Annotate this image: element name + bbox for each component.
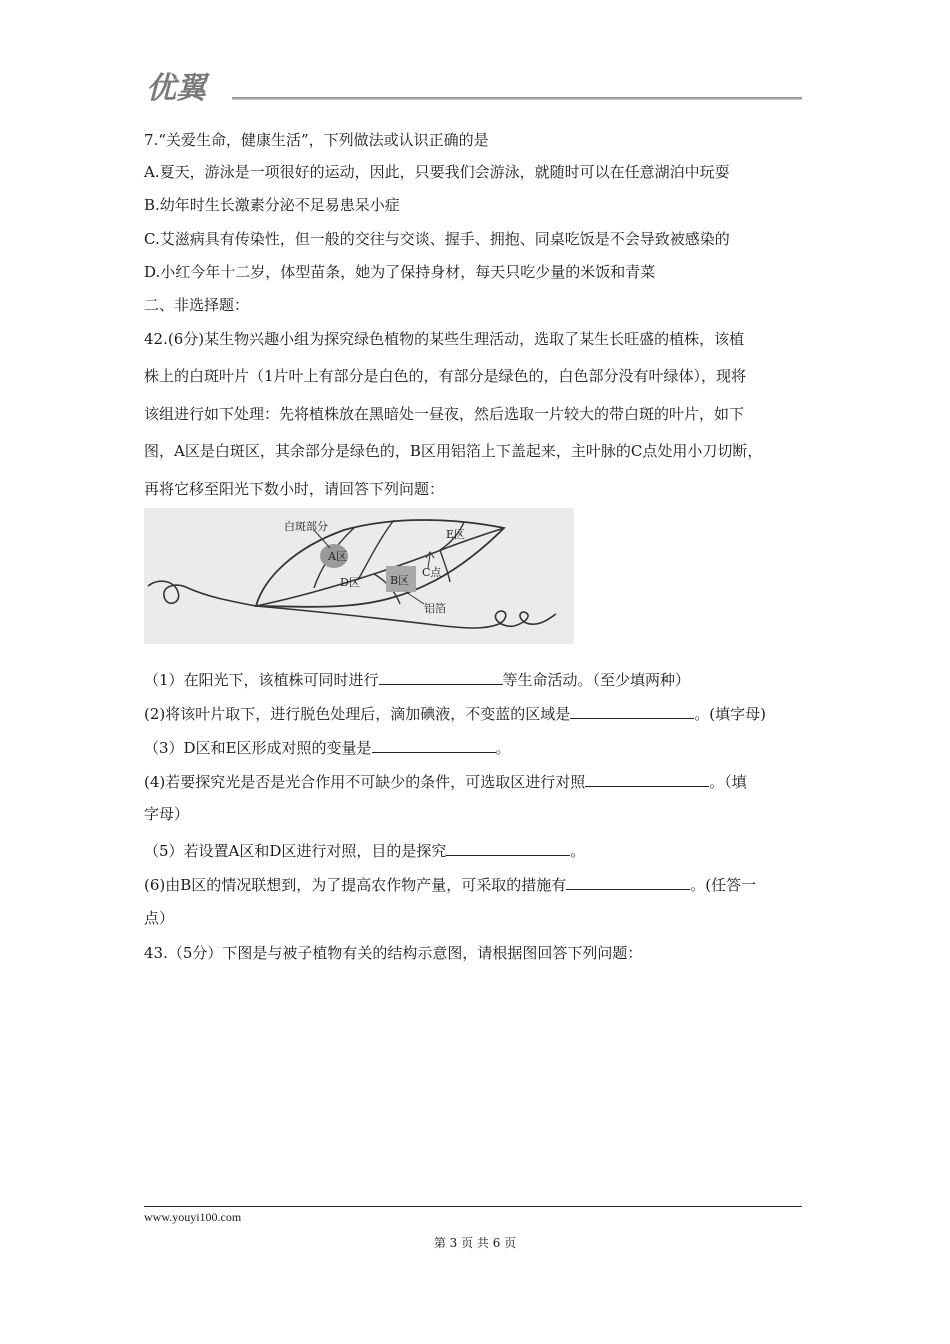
q42-part-6 xyxy=(144,873,756,895)
p2-text-b: 。(填字母) xyxy=(694,705,766,723)
q7-option-c: C.艾滋病具有传染性，但一般的交往与交谈、握手、拥抱、同桌吃饭是不会导致被感染的 xyxy=(144,230,730,248)
q42-part-4 xyxy=(144,770,747,792)
p6-text-a: (6)由B区的情况联想到，为了提高农作物产量，可采取的措施有 xyxy=(144,876,567,894)
q42-text-5: 再将它移至阳光下数小时，请回答下列问题： xyxy=(144,480,445,498)
answer-blank-6[interactable] xyxy=(566,873,690,890)
q42-text-4: 图，A区是白斑区，其余部分是绿色的，B区用铝箔上下盖起来，主叶脉的C点处用小刀切断， xyxy=(144,442,763,460)
q7-option-d: D.小红今年十二岁，体型苗条，她为了保持身材，每天只吃少量的米饭和青菜 xyxy=(144,263,656,281)
answer-blank-5[interactable] xyxy=(446,839,570,856)
leaf-figure xyxy=(144,508,574,644)
p6-text-b: 。(任答一 xyxy=(690,876,757,894)
page-number: 第 3 页 共 6 页 xyxy=(433,1236,517,1250)
q42-text-3: 该组进行如下处理：先将植株放在黑暗处一昼夜，然后选取一片较大的带白斑的叶片，如下 xyxy=(144,405,745,423)
label-area-b: B区 xyxy=(390,574,410,587)
label-area-e: E区 xyxy=(446,528,466,541)
header-rule xyxy=(232,97,802,100)
answer-blank-1[interactable] xyxy=(379,668,503,685)
p5-text-b: 。 xyxy=(570,842,586,860)
section-heading: 二、非选择题： xyxy=(144,296,250,314)
label-white-spot: 白斑部分 xyxy=(284,520,328,533)
p1-text-a: （1）在阳光下，该植株可同时进行 xyxy=(144,671,379,689)
answer-blank-2[interactable] xyxy=(570,702,694,719)
p3-text-a: （3）D区和E区形成对照的变量是 xyxy=(144,739,372,757)
label-area-d: D区 xyxy=(340,576,360,589)
youyi-logo xyxy=(146,66,246,106)
q42-part-6-cont: 点） xyxy=(144,909,175,927)
q43-stem: 43.（5分）下图是与被子植物有关的结构示意图，请根据图回答下列问题： xyxy=(144,944,643,962)
q42-part-1 xyxy=(144,668,690,690)
q7-option-a: A.夏天，游泳是一项很好的运动，因此，只要我们会游泳，就随时可以在任意湖泊中玩耍 xyxy=(144,163,730,181)
q42-text-2: 株上的白斑叶片（1片叶上有部分是白色的，有部分是绿色的，白色部分没有叶绿体），现将 xyxy=(144,367,747,385)
q42-text-1: 42.(6分)某生物兴趣小组为探究绿色植物的某些生理活动，选取了某生长旺盛的植株，该植 xyxy=(144,330,745,348)
answer-blank-3[interactable] xyxy=(372,736,496,753)
footer-rule xyxy=(144,1206,802,1207)
label-point-c: C点 xyxy=(422,566,442,579)
label-area-a: A区 xyxy=(328,550,347,563)
q7-option-b: B.幼年时生长激素分泌不足易患呆小症 xyxy=(144,196,400,214)
p3-text-b: 。 xyxy=(495,739,511,757)
q42-part-4-cont: 字母） xyxy=(144,805,190,823)
p1-text-b: 等生命活动。（至少填两种） xyxy=(502,671,691,689)
p4-text-a: (4)若要探究光是否是光合作用不可缺少的条件，可选取区进行对照 xyxy=(144,773,586,791)
logo-text: 优翼 xyxy=(146,71,206,106)
q42-part-2 xyxy=(144,702,766,724)
answer-blank-4[interactable] xyxy=(585,770,709,787)
p4-text-b: 。（填 xyxy=(709,773,747,791)
q42-part-5 xyxy=(144,839,585,861)
footer-url: www.youyi100.com xyxy=(144,1210,242,1224)
p5-text-a: （5）若设置A区和D区进行对照，目的是探究 xyxy=(144,842,447,860)
q7-stem: 7.“关爱生命，健康生活”，下列做法或认识正确的是 xyxy=(144,131,489,149)
label-foil: 铝箔 xyxy=(424,602,446,615)
q42-part-3 xyxy=(144,736,511,758)
p2-text-a: (2)将该叶片取下，进行脱色处理后，滴加碘液，不变蓝的区域是 xyxy=(144,705,571,723)
